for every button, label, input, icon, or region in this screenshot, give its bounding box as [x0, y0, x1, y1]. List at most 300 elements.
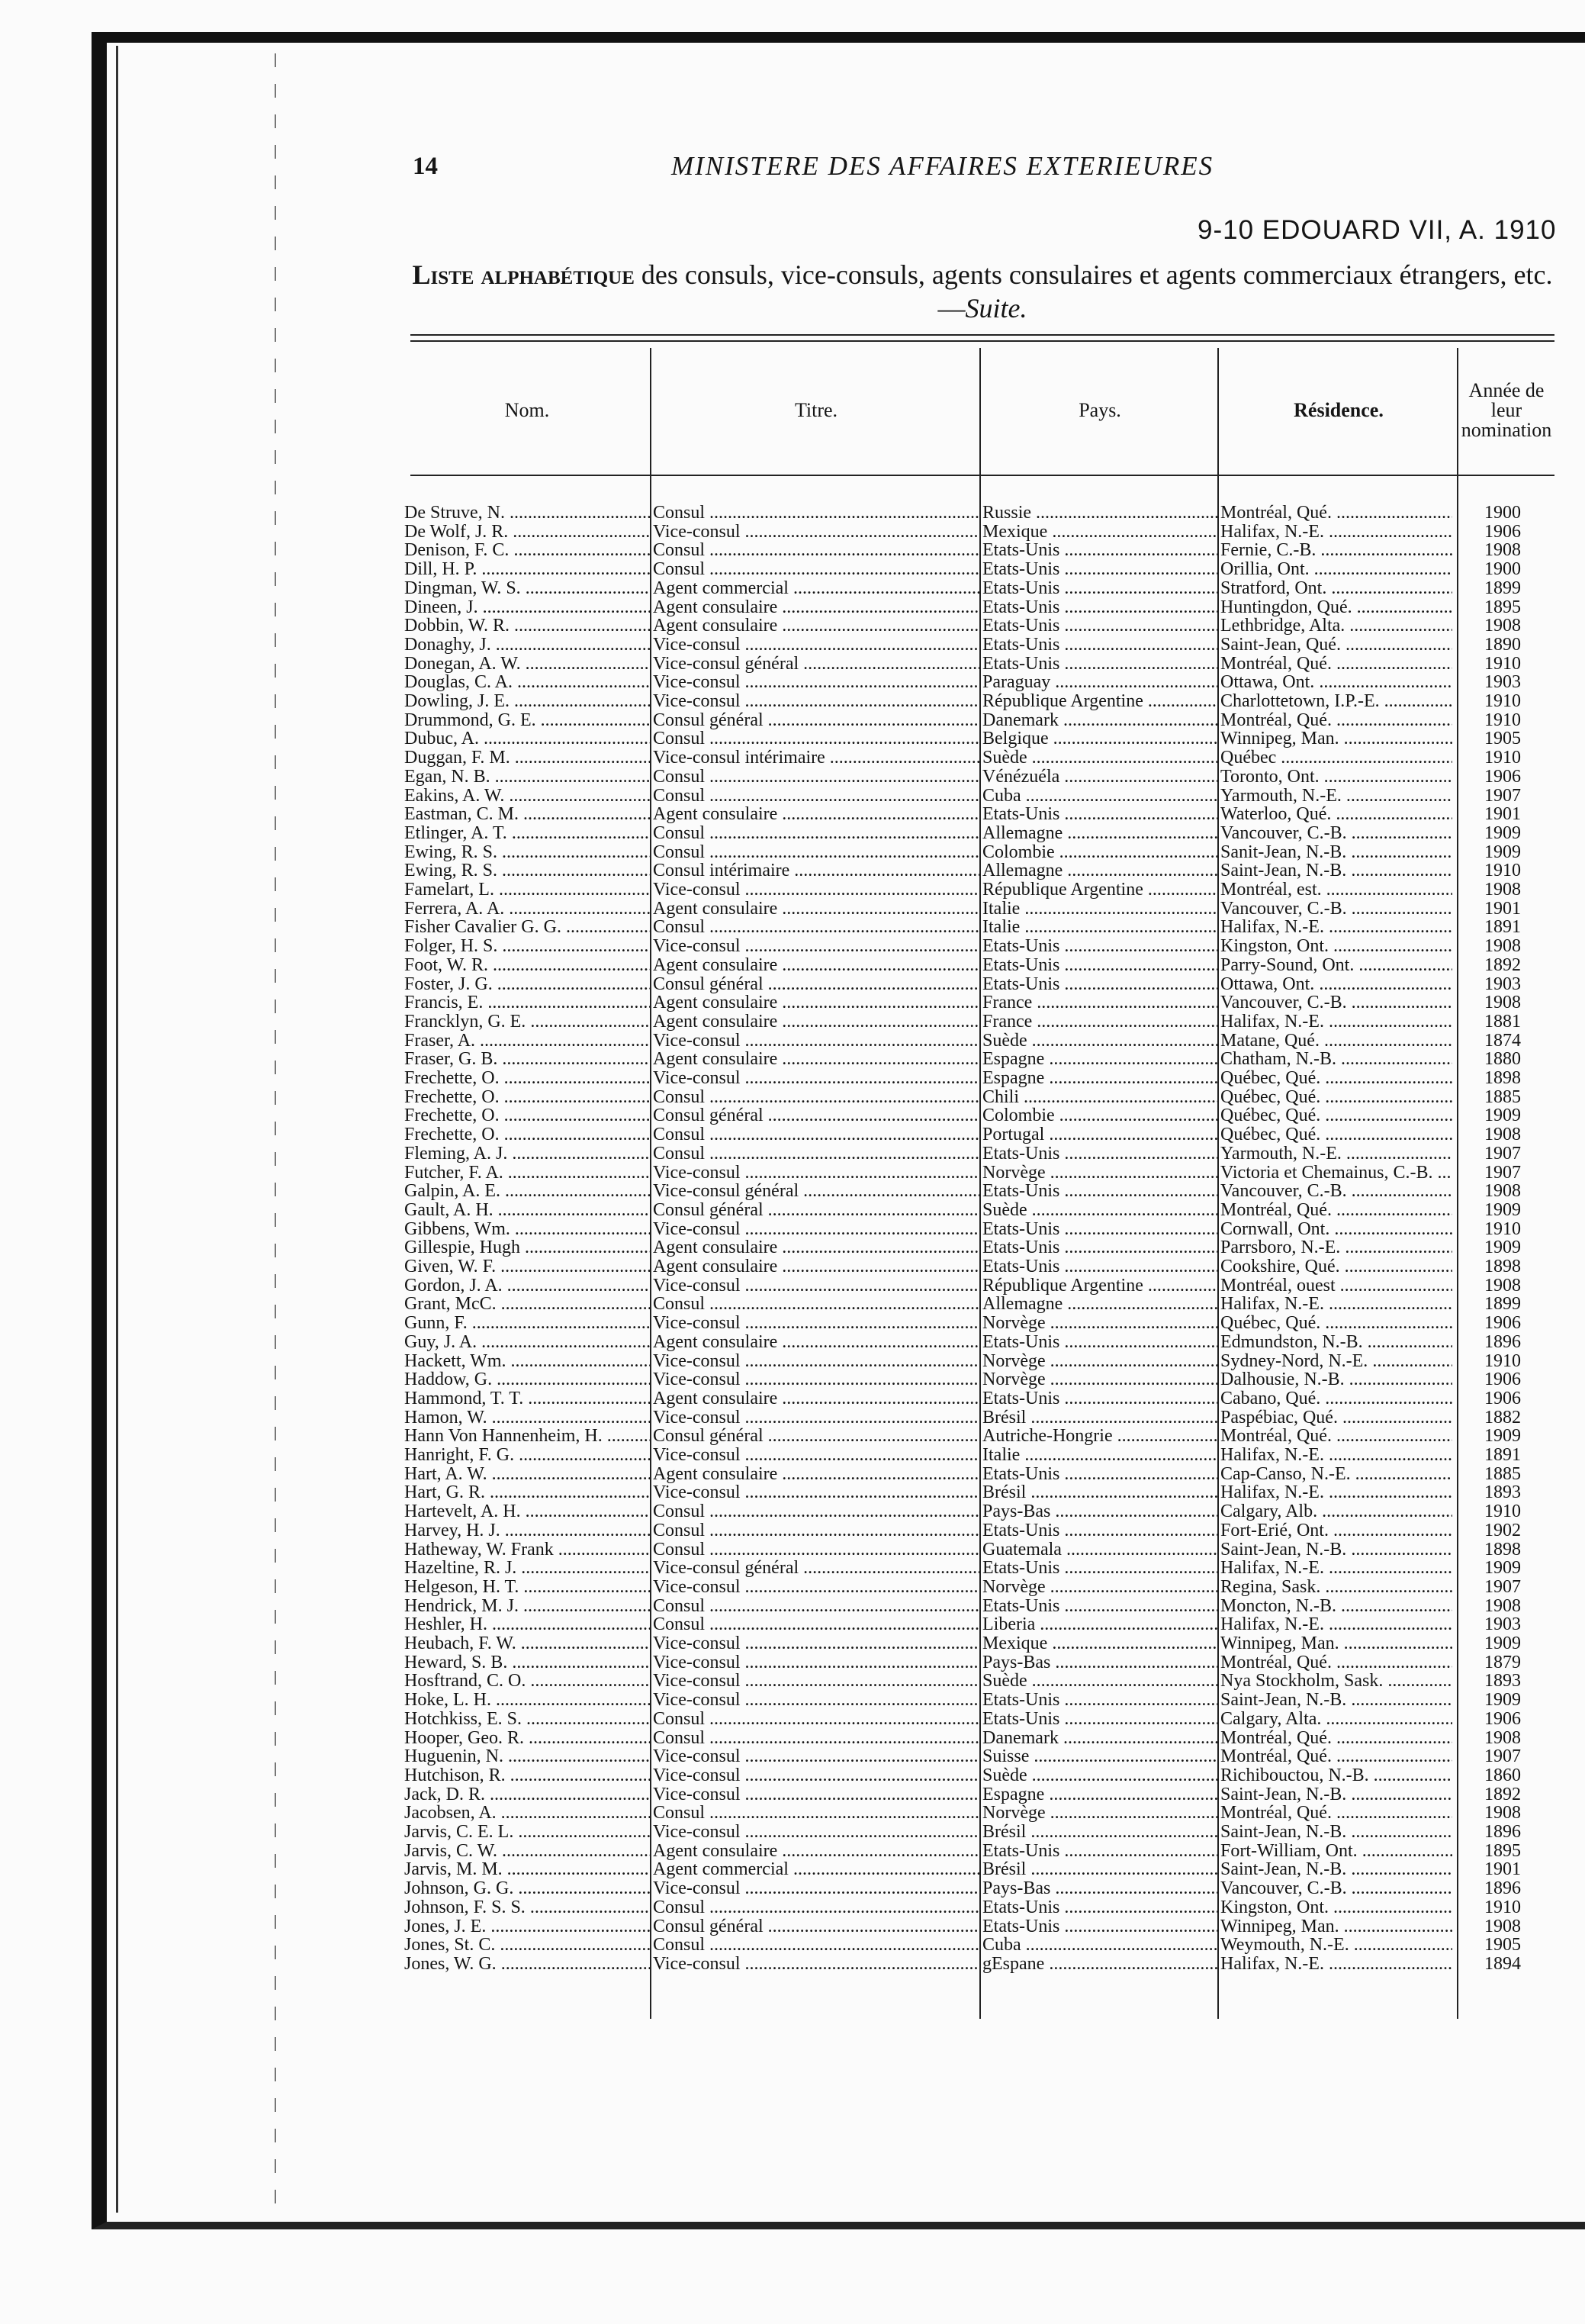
cell-titre: Vice-consul ..... — [653, 1370, 979, 1389]
col-divider-3 — [1217, 348, 1219, 2019]
cell-titre: Consul ..... — [653, 787, 979, 805]
cell-titre: Agent consulaire ..... — [653, 805, 979, 823]
cell-annee: 1909 — [1484, 1427, 1521, 1446]
cell-pays: Etats-Unis ..... — [982, 579, 1217, 597]
cell-nom: Guy, J. A. ..... — [404, 1333, 650, 1351]
cell-residence: Québec, Qué. ..... — [1220, 1106, 1452, 1125]
col-head-pays: Pays. — [1079, 399, 1121, 421]
cell-residence: Montréal, Qué. ..... — [1220, 1201, 1452, 1219]
cell-annee: 1895 — [1484, 1841, 1521, 1860]
col-head-nom: Nom. — [504, 399, 550, 421]
cell-pays: Etats-Unis ..... — [982, 975, 1217, 993]
cell-nom: Futcher, F. A. ..... — [404, 1164, 650, 1182]
cell-pays: Allemagne ..... — [982, 1295, 1217, 1313]
cell-titre: Consul ..... — [653, 1936, 979, 1954]
cell-pays: Norvège ..... — [982, 1314, 1217, 1332]
cell-residence: Richibouctou, N.-B. ..... — [1220, 1766, 1452, 1785]
cell-annee: 1906 — [1484, 1314, 1521, 1333]
cell-titre: Consul général ..... — [653, 711, 979, 729]
cell-annee: 1908 — [1484, 1596, 1521, 1615]
cell-residence: Vancouver, C.-B. ..... — [1220, 824, 1452, 842]
cell-residence: Kingston, Ont. ..... — [1220, 1898, 1452, 1917]
cell-annee: 1909 — [1484, 1634, 1521, 1653]
cell-titre: Consul ..... — [653, 1898, 979, 1917]
cell-residence: Montréal, Qué. ..... — [1220, 1427, 1452, 1445]
cell-annee: 1896 — [1484, 1332, 1521, 1351]
cell-annee: 1909 — [1484, 1106, 1521, 1125]
cell-nom: Eastman, C. M. ..... — [404, 805, 650, 823]
cell-annee: 1908 — [1484, 937, 1521, 956]
cell-nom: Jones, W. G. ..... — [404, 1955, 650, 1973]
cell-titre: Agent consulaire ..... — [653, 1257, 979, 1276]
cell-residence: Vancouver, C.-B. ..... — [1220, 1879, 1452, 1898]
cell-titre: Vice-consul général ..... — [653, 1559, 979, 1577]
cell-residence: Charlottetown, I.P.-E. ..... — [1220, 692, 1452, 710]
cell-annee: 1906 — [1484, 1389, 1521, 1408]
cell-nom: Huguenin, N. ..... — [404, 1747, 650, 1766]
cell-annee: 1896 — [1484, 1823, 1521, 1841]
cell-annee: 1910 — [1484, 748, 1521, 768]
cell-titre: Consul ..... — [653, 1144, 979, 1163]
cell-nom: Gunn, F. ..... — [404, 1314, 650, 1332]
cell-residence: Lethbridge, Alta. ..... — [1220, 616, 1452, 635]
cell-nom: Drummond, G. E. ..... — [404, 711, 650, 729]
cell-pays: Brésil ..... — [982, 1823, 1217, 1841]
page-number: 14 — [413, 153, 438, 180]
cell-titre: Vice-consul ..... — [653, 636, 979, 654]
cell-titre: Vice-consul ..... — [653, 1634, 979, 1653]
cell-nom: Hatheway, W. Frank ..... — [404, 1540, 650, 1559]
cell-pays: Etats-Unis ..... — [982, 598, 1217, 616]
cell-nom: Hoke, L. H. ..... — [404, 1691, 650, 1709]
cell-annee: 1909 — [1484, 1238, 1521, 1257]
cell-pays: République Argentine ..... — [982, 1276, 1217, 1295]
col-divider-2 — [979, 348, 981, 2019]
cell-pays: Liberia ..... — [982, 1615, 1217, 1634]
cell-residence: Québec, Qué. ..... — [1220, 1088, 1452, 1106]
cell-annee: 1898 — [1484, 1540, 1521, 1559]
scan-inner-line — [116, 46, 118, 2213]
cell-nom: Frechette, O. ..... — [404, 1106, 650, 1125]
cell-titre: Consul ..... — [653, 918, 979, 936]
cell-pays: Etats-Unis ..... — [982, 1559, 1217, 1577]
cell-nom: Haddow, G. ..... — [404, 1370, 650, 1389]
cell-residence: Montréal, Qué. ..... — [1220, 655, 1452, 673]
cell-residence: Yarmouth, N.-E. ..... — [1220, 1144, 1452, 1163]
cell-pays: Espagne ..... — [982, 1050, 1217, 1068]
cell-residence: Yarmouth, N.-E. ..... — [1220, 787, 1452, 805]
cell-nom: Dineen, J. ..... — [404, 598, 650, 616]
cell-titre: Agent consulaire ..... — [653, 616, 979, 635]
cell-titre: Consul ..... — [653, 843, 979, 861]
cell-residence: Saint-Jean, N.-B. ..... — [1220, 861, 1452, 880]
cell-nom: Fraser, G. B. ..... — [404, 1050, 650, 1068]
cell-titre: Vice-consul intérimaire ..... — [653, 748, 979, 767]
cell-pays: Suisse ..... — [982, 1747, 1217, 1766]
cell-nom: Jarvis, C. W. ..... — [404, 1842, 650, 1860]
cell-annee: 1906 — [1484, 1370, 1521, 1389]
cell-pays: gEspane ..... — [982, 1955, 1217, 1973]
cell-pays: Chili ..... — [982, 1088, 1217, 1106]
cell-titre: Vice-consul ..... — [653, 1069, 979, 1087]
cell-titre: Vice-consul ..... — [653, 1823, 979, 1841]
cell-titre: Vice-consul général ..... — [653, 655, 979, 673]
cell-annee: 1910 — [1484, 1351, 1521, 1370]
cell-pays: Etats-Unis ..... — [982, 1257, 1217, 1276]
cell-titre: Consul ..... — [653, 504, 979, 522]
cell-annee: 1893 — [1484, 1672, 1521, 1691]
cell-nom: Foster, J. G. ..... — [404, 975, 650, 993]
cell-titre: Consul ..... — [653, 1729, 979, 1747]
cell-nom: Denison, F. C. ..... — [404, 541, 650, 559]
cell-nom: Folger, H. S. ..... — [404, 937, 650, 955]
cell-annee: 1903 — [1484, 974, 1521, 993]
cell-titre: Agent consulaire ..... — [653, 1238, 979, 1257]
cell-annee: 1903 — [1484, 1615, 1521, 1634]
cell-residence: Halifax, N.-E. ..... — [1220, 1483, 1452, 1502]
cell-nom: Donaghy, J. ..... — [404, 636, 650, 654]
cell-pays: Etats-Unis ..... — [982, 805, 1217, 823]
cell-annee: 1860 — [1484, 1766, 1521, 1785]
cell-annee: 1891 — [1484, 918, 1521, 937]
cell-residence: Victoria et Chemainus, C.-B. ..... — [1220, 1164, 1452, 1182]
cell-residence: Fernie, C.-B. ..... — [1220, 541, 1452, 559]
cell-annee: 1906 — [1484, 522, 1521, 541]
cell-annee: 1885 — [1484, 1464, 1521, 1483]
cell-nom: Frechette, O. ..... — [404, 1125, 650, 1144]
cell-pays: Colombie ..... — [982, 843, 1217, 861]
cell-titre: Consul ..... — [653, 1521, 979, 1540]
cell-pays: Brésil ..... — [982, 1408, 1217, 1427]
cell-residence: Weymouth, N.-E. ..... — [1220, 1936, 1452, 1954]
cell-nom: Hotchkiss, E. S. ..... — [404, 1710, 650, 1728]
cell-annee: 1907 — [1484, 1163, 1521, 1182]
cell-titre: Consul général ..... — [653, 1201, 979, 1219]
cell-annee: 1903 — [1484, 673, 1521, 692]
cell-nom: Dobbin, W. R. ..... — [404, 616, 650, 635]
cell-nom: Harvey, H. J. ..... — [404, 1521, 650, 1540]
cell-titre: Consul ..... — [653, 729, 979, 748]
cell-residence: Waterloo, Qué. ..... — [1220, 805, 1452, 823]
cell-pays: Guatemala ..... — [982, 1540, 1217, 1559]
cell-nom: Hann Von Hannenheim, H. ..... — [404, 1427, 650, 1445]
col-head-titre: Titre. — [794, 399, 838, 421]
cell-annee: 1905 — [1484, 1936, 1521, 1955]
cell-annee: 1908 — [1484, 1917, 1521, 1936]
cell-annee: 1907 — [1484, 786, 1521, 805]
cell-titre: Vice-consul ..... — [653, 937, 979, 955]
cell-residence: Halifax, N.-E. ..... — [1220, 1295, 1452, 1313]
running-title: MINISTERE DES AFFAIRES EXTERIEURES — [671, 151, 1214, 181]
cell-titre: Agent consulaire ..... — [653, 1333, 979, 1351]
cell-residence: Matane, Qué. ..... — [1220, 1032, 1452, 1050]
cell-titre: Vice-consul ..... — [653, 1220, 979, 1238]
cell-annee: 1908 — [1484, 993, 1521, 1012]
cell-titre: Vice-consul ..... — [653, 523, 979, 541]
cell-residence: Paspébiac, Qué. ..... — [1220, 1408, 1452, 1427]
cell-annee: 1910 — [1484, 654, 1521, 673]
cell-annee: 1910 — [1484, 692, 1521, 710]
cell-pays: Etats-Unis ..... — [982, 1917, 1217, 1936]
cell-titre: Agent commercial ..... — [653, 1860, 979, 1878]
cell-titre: Vice-consul ..... — [653, 1483, 979, 1502]
cell-residence: Saint-Jean, N.-B. ..... — [1220, 1785, 1452, 1804]
cell-annee: 1906 — [1484, 767, 1521, 786]
cell-annee: 1907 — [1484, 1144, 1521, 1163]
cell-nom: Donegan, A. W. ..... — [404, 655, 650, 673]
cell-pays: Etats-Unis ..... — [982, 1842, 1217, 1860]
cell-annee: 1910 — [1484, 861, 1521, 880]
cell-annee: 1874 — [1484, 1031, 1521, 1050]
cell-pays: Etats-Unis ..... — [982, 1182, 1217, 1200]
cell-titre: Consul général ..... — [653, 975, 979, 993]
cell-titre: Agent consulaire ..... — [653, 956, 979, 974]
cell-pays: Etats-Unis ..... — [982, 541, 1217, 559]
cell-residence: Ottawa, Ont. ..... — [1220, 975, 1452, 993]
cell-nom: Jones, J. E. ..... — [404, 1917, 650, 1936]
cell-pays: Pays-Bas ..... — [982, 1502, 1217, 1521]
cell-nom: Foot, W. R. ..... — [404, 956, 650, 974]
cell-pays: Portugal ..... — [982, 1125, 1217, 1144]
cell-annee: 1881 — [1484, 1012, 1521, 1031]
cell-titre: Vice-consul ..... — [653, 1578, 979, 1596]
cell-residence: Winnipeg, Man. ..... — [1220, 729, 1452, 748]
table-title-suffix: Suite. — [965, 293, 1027, 323]
col-divider-1 — [650, 348, 651, 2019]
cell-titre: Vice-consul ..... — [653, 1766, 979, 1785]
cell-annee: 1908 — [1484, 1125, 1521, 1144]
cell-pays: Suède ..... — [982, 1201, 1217, 1219]
cell-residence: Vancouver, C.-B. ..... — [1220, 993, 1452, 1012]
cell-pays: Etats-Unis ..... — [982, 937, 1217, 955]
cell-annee: 1907 — [1484, 1577, 1521, 1596]
cell-annee: 1892 — [1484, 955, 1521, 974]
cell-titre: Vice-consul ..... — [653, 1314, 979, 1332]
cell-annee: 1909 — [1484, 842, 1521, 861]
cell-pays: France ..... — [982, 993, 1217, 1012]
cell-titre: Vice-consul ..... — [653, 1672, 979, 1690]
cell-pays: Suède ..... — [982, 1766, 1217, 1785]
cell-residence: Halifax, N.-E. ..... — [1220, 1012, 1452, 1031]
cell-titre: Consul ..... — [653, 1597, 979, 1615]
cell-nom: Jack, D. R. ..... — [404, 1785, 650, 1804]
cell-titre: Consul ..... — [653, 560, 979, 578]
cell-titre: Agent consulaire ..... — [653, 1050, 979, 1068]
cell-residence: Montréal, Qué. ..... — [1220, 1653, 1452, 1672]
cell-residence: Vancouver, C.-B. ..... — [1220, 1182, 1452, 1200]
cell-annee: 1894 — [1484, 1954, 1521, 1973]
cell-pays: Norvège ..... — [982, 1164, 1217, 1182]
cell-annee: 1902 — [1484, 1521, 1521, 1540]
cell-pays: Allemagne ..... — [982, 861, 1217, 880]
cell-annee: 1880 — [1484, 1050, 1521, 1069]
cell-pays: Etats-Unis ..... — [982, 616, 1217, 635]
col-head-residence: Résidence. — [1294, 399, 1384, 421]
cell-annee: 1909 — [1484, 1559, 1521, 1578]
cell-pays: Italie ..... — [982, 1446, 1217, 1464]
cell-residence: Halifax, N.-E. ..... — [1220, 1559, 1452, 1577]
scan-dashed-line — [275, 53, 276, 2220]
cell-residence: Calgary, Alb. ..... — [1220, 1502, 1452, 1521]
cell-nom: Douglas, C. A. ..... — [404, 673, 650, 691]
cell-nom: Eakins, A. W. ..... — [404, 787, 650, 805]
cell-nom: Etlinger, A. T. ..... — [404, 824, 650, 842]
cell-residence: Nya Stockholm, Sask. ..... — [1220, 1672, 1452, 1690]
cell-pays: Brésil ..... — [982, 1483, 1217, 1502]
cell-pays: Norvège ..... — [982, 1370, 1217, 1389]
cell-annee: 1900 — [1484, 504, 1521, 522]
cell-nom: Heward, S. B. ..... — [404, 1653, 650, 1672]
cell-annee: 1908 — [1484, 1804, 1521, 1823]
cell-titre: Consul ..... — [653, 824, 979, 842]
cell-titre: Consul ..... — [653, 1125, 979, 1144]
cell-annee: 1901 — [1484, 1860, 1521, 1879]
cell-titre: Consul ..... — [653, 1710, 979, 1728]
cell-titre: Consul ..... — [653, 1804, 979, 1822]
cell-annee: 1908 — [1484, 1728, 1521, 1747]
cell-annee: 1890 — [1484, 635, 1521, 654]
col-head-annee: Année de leur nomination — [1461, 379, 1552, 441]
cell-residence: Halifax, N.-E. ..... — [1220, 1446, 1452, 1464]
cell-pays: Pays-Bas ..... — [982, 1879, 1217, 1898]
cell-residence: Cookshire, Qué. ..... — [1220, 1257, 1452, 1276]
cell-residence: Montréal, Qué. ..... — [1220, 711, 1452, 729]
cell-residence: Saint-Jean, N.-B. ..... — [1220, 1823, 1452, 1841]
cell-residence: Cabano, Qué. ..... — [1220, 1389, 1452, 1408]
cell-annee: 1906 — [1484, 1709, 1521, 1728]
cell-titre: Agent commercial ..... — [653, 579, 979, 597]
cell-titre: Vice-consul général ..... — [653, 1182, 979, 1200]
cell-pays: Norvège ..... — [982, 1804, 1217, 1822]
cell-annee: 1910 — [1484, 710, 1521, 729]
cell-residence: Sanit-Jean, N.-B. ..... — [1220, 843, 1452, 861]
cell-nom: Jones, St. C. ..... — [404, 1936, 650, 1954]
cell-pays: Cuba ..... — [982, 787, 1217, 805]
cell-annee: 1909 — [1484, 1200, 1521, 1219]
table-header-rule — [410, 475, 1554, 476]
cell-titre: Agent consulaire ..... — [653, 1012, 979, 1031]
cell-nom: Given, W. F. ..... — [404, 1257, 650, 1276]
cell-residence: Fort-William, Ont. ..... — [1220, 1842, 1452, 1860]
cell-nom: Dubuc, A. ..... — [404, 729, 650, 748]
cell-titre: Consul général ..... — [653, 1106, 979, 1125]
cell-nom: Gordon, J. A. ..... — [404, 1276, 650, 1295]
cell-residence: Halifax, N.-E. ..... — [1220, 1615, 1452, 1634]
cell-annee: 1893 — [1484, 1483, 1521, 1502]
cell-residence: Montréal, est. ..... — [1220, 880, 1452, 899]
cell-pays: Etats-Unis ..... — [982, 636, 1217, 654]
cell-nom: Egan, N. B. ..... — [404, 768, 650, 786]
cell-residence: Ottawa, Ont. ..... — [1220, 673, 1452, 691]
cell-titre: Agent consulaire ..... — [653, 1389, 979, 1408]
cell-nom: Hart, A. W. ..... — [404, 1465, 650, 1483]
cell-pays: Vénézuéla ..... — [982, 768, 1217, 786]
cell-nom: Duggan, F. M. ..... — [404, 748, 650, 767]
cell-annee: 1908 — [1484, 1276, 1521, 1295]
cell-annee: 1908 — [1484, 1182, 1521, 1201]
cell-titre: Vice-consul ..... — [653, 1164, 979, 1182]
cell-residence: Edmundston, N.-B. ..... — [1220, 1333, 1452, 1351]
cell-residence: Saint-Jean, N.-B. ..... — [1220, 1691, 1452, 1709]
cell-nom: Hamon, W. ..... — [404, 1408, 650, 1427]
cell-titre: Agent consulaire ..... — [653, 1842, 979, 1860]
cell-annee: 1905 — [1484, 729, 1521, 748]
cell-pays: Suède ..... — [982, 748, 1217, 767]
cell-residence: Regina, Sask. ..... — [1220, 1578, 1452, 1596]
table-title-lead: Liste alphabétique — [412, 259, 635, 290]
cell-titre: Vice-consul ..... — [653, 1653, 979, 1672]
cell-annee: 1895 — [1484, 597, 1521, 616]
cell-nom: Jacobsen, A. ..... — [404, 1804, 650, 1822]
cell-pays: Etats-Unis ..... — [982, 1389, 1217, 1408]
cell-pays: Norvège ..... — [982, 1578, 1217, 1596]
cell-annee: 1909 — [1484, 823, 1521, 842]
cell-annee: 1907 — [1484, 1747, 1521, 1766]
cell-titre: Consul ..... — [653, 1295, 979, 1313]
cell-nom: Grant, McC. ..... — [404, 1295, 650, 1313]
cell-nom: Johnson, G. G. ..... — [404, 1879, 650, 1898]
cell-pays: Etats-Unis ..... — [982, 1220, 1217, 1238]
cell-nom: De Wolf, J. R. ..... — [404, 523, 650, 541]
cell-annee: 1908 — [1484, 541, 1521, 560]
cell-residence: Montréal, Qué. ..... — [1220, 1729, 1452, 1747]
cell-residence: Québec, Qué. ..... — [1220, 1125, 1452, 1144]
cell-residence: Cornwall, Ont. ..... — [1220, 1220, 1452, 1238]
cell-titre: Vice-consul ..... — [653, 1276, 979, 1295]
cell-titre: Consul ..... — [653, 1088, 979, 1106]
cell-titre: Consul intérimaire ..... — [653, 861, 979, 880]
cell-nom: Francklyn, G. E. ..... — [404, 1012, 650, 1031]
cell-nom: Hazeltine, R. J. ..... — [404, 1559, 650, 1577]
cell-titre: Vice-consul ..... — [653, 1691, 979, 1709]
cell-annee: 1900 — [1484, 560, 1521, 579]
cell-titre: Consul ..... — [653, 1540, 979, 1559]
cell-nom: Hutchison, R. ..... — [404, 1766, 650, 1785]
cell-pays: Etats-Unis ..... — [982, 560, 1217, 578]
cell-nom: Dingman, W. S. ..... — [404, 579, 650, 597]
cell-pays: Etats-Unis ..... — [982, 1238, 1217, 1257]
cell-residence: Kingston, Ont. ..... — [1220, 937, 1452, 955]
cell-pays: Mexique ..... — [982, 523, 1217, 541]
cell-pays: République Argentine ..... — [982, 692, 1217, 710]
cell-titre: Consul général ..... — [653, 1427, 979, 1445]
cell-pays: Suède ..... — [982, 1672, 1217, 1690]
cell-nom: Hammond, T. T. ..... — [404, 1389, 650, 1408]
cell-titre: Agent consulaire ..... — [653, 900, 979, 918]
cell-pays: Belgique ..... — [982, 729, 1217, 748]
table-title-rest: des consuls, vice-consuls, agents consulaires et agents commerciaux étrangers, etc.— — [634, 259, 1553, 323]
table-top-rule-double — [410, 340, 1554, 342]
cell-nom: Heshler, H. ..... — [404, 1615, 650, 1634]
cell-nom: Johnson, F. S. S. ..... — [404, 1898, 650, 1917]
cell-annee: 1901 — [1484, 899, 1521, 918]
cell-titre: Vice-consul ..... — [653, 1879, 979, 1898]
cell-pays: Espagne ..... — [982, 1785, 1217, 1804]
cell-pays: Norvège ..... — [982, 1352, 1217, 1370]
cell-pays: Danemark ..... — [982, 1729, 1217, 1747]
cell-titre: Agent consulaire ..... — [653, 1465, 979, 1483]
cell-nom: Ewing, R. S. ..... — [404, 843, 650, 861]
cell-residence: Dalhousie, N.-B. ..... — [1220, 1370, 1452, 1389]
cell-nom: Dill, H. P. ..... — [404, 560, 650, 578]
cell-pays: Allemagne ..... — [982, 824, 1217, 842]
cell-residence: Winnipeg, Man. ..... — [1220, 1634, 1452, 1653]
cell-pays: Brésil ..... — [982, 1860, 1217, 1878]
cell-pays: Colombie ..... — [982, 1106, 1217, 1125]
cell-pays: Italie ..... — [982, 900, 1217, 918]
cell-titre: Vice-consul ..... — [653, 673, 979, 691]
cell-pays: Etats-Unis ..... — [982, 1333, 1217, 1351]
